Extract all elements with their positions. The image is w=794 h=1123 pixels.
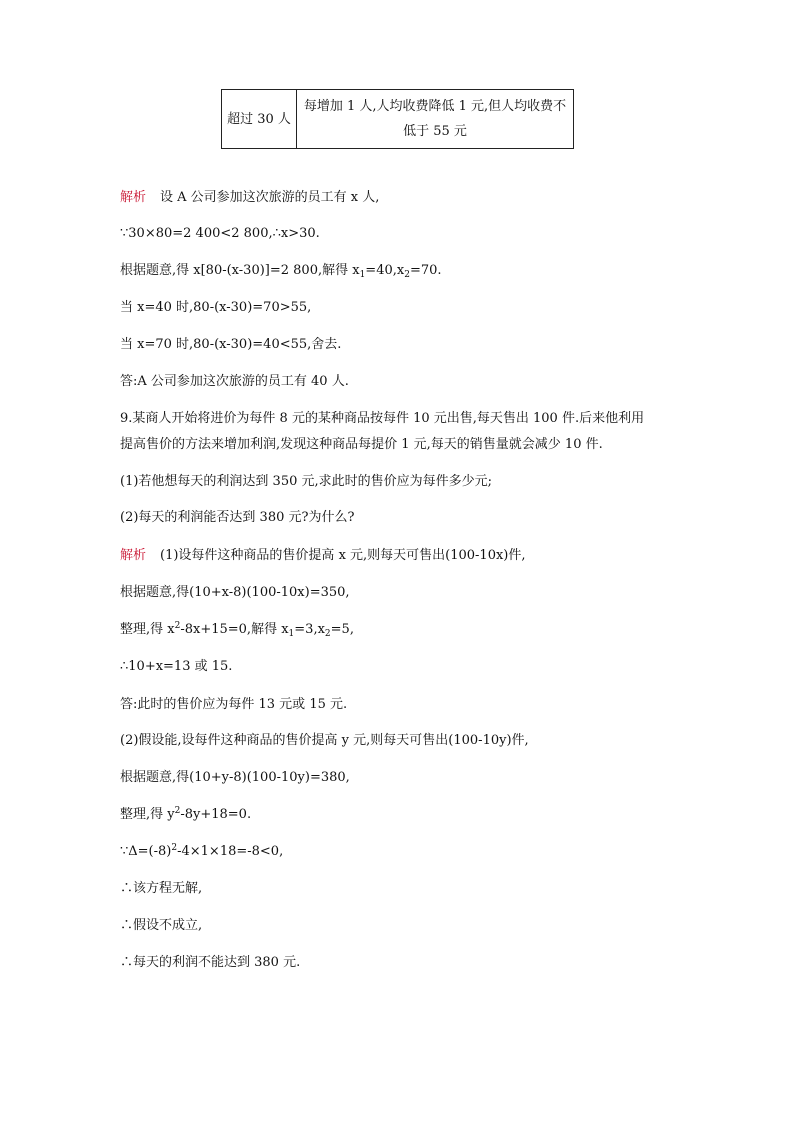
subscript: 1 xyxy=(359,270,366,280)
pricing-rule-line-1: 每增加 1 人,人均收费降低 1 元,但人均收费不 xyxy=(303,99,567,114)
q9-stem-line-1: 9.某商人开始将进价为每件 8 元的某种商品按每件 10 元出售,每天售出 100 件.后来他利用 xyxy=(120,411,645,426)
q9-analysis-line-8 xyxy=(120,806,251,824)
q9-answer-1: 答:此时的售价应为每件 13 元或 15 元. xyxy=(120,697,348,712)
q8-l3-part-a: 根据题意,得 x[80-(x-30)]=2 800,解得 x xyxy=(120,263,360,278)
q9-analysis-line-3 xyxy=(120,621,354,639)
q9-text-1: (1)设每件这种商品的售价提高 x 元,则每天可售出(100-10x)件, xyxy=(160,548,526,563)
superscript: 2 xyxy=(171,843,178,853)
q9-analysis-line-10: ∴该方程无解, xyxy=(120,881,203,896)
q9-s3-part-d: =5, xyxy=(330,622,354,637)
q9-s8-part-a: 整理,得 y xyxy=(120,807,175,822)
pricing-rule-line-2: 低于 55 元 xyxy=(403,124,467,139)
q9-analysis-line-2: 根据题意,得(10+x-8)(100-10x)=350, xyxy=(120,585,350,600)
q9-s3-part-b: -8x+15=0,解得 x xyxy=(180,622,289,637)
table-row xyxy=(222,90,574,149)
q9-analysis-line-1 xyxy=(120,547,526,565)
subscript: 1 xyxy=(288,629,295,639)
analysis-label: 解析 xyxy=(120,548,147,563)
q8-answer: 答:A 公司参加这次旅游的员工有 40 人. xyxy=(120,374,349,389)
q8-analysis-line-1 xyxy=(120,189,379,207)
q8-analysis-line-4: 当 x=40 时,80-(x-30)=70>55, xyxy=(120,300,312,315)
q8-analysis-line-3 xyxy=(120,262,442,280)
pricing-table xyxy=(221,89,574,149)
q9-analysis-line-7: 根据题意,得(10+y-8)(100-10y)=380, xyxy=(120,770,350,785)
q9-part-1: (1)若他想每天的利润达到 350 元,求此时的售价应为每件多少元; xyxy=(120,474,493,489)
q9-s9-part-b: -4×1×18=-8<0, xyxy=(177,844,284,859)
q8-analysis-line-5: 当 x=70 时,80-(x-30)=40<55,舍去. xyxy=(120,337,342,352)
superscript: 2 xyxy=(174,806,181,816)
q9-analysis-line-6: (2)假设能,设每件这种商品的售价提高 y 元,则每天可售出(100-10y)件, xyxy=(120,733,529,748)
q8-l3-part-c: =70. xyxy=(409,263,442,278)
q9-stem-line-2: 提高售价的方法来增加利润,发现这种商品每提价 1 元,每天的销售量就会减少 10 件. xyxy=(120,437,603,452)
q9-analysis-line-9 xyxy=(120,843,283,861)
q9-s9-part-a: ∵Δ=(-8) xyxy=(120,844,172,859)
q9-s8-part-b: -8y+18=0. xyxy=(180,807,252,822)
table-cell-group-size: 超过 30 人 xyxy=(222,90,297,149)
subscript: 2 xyxy=(404,270,410,280)
q9-s3-part-a: 整理,得 x xyxy=(120,622,175,637)
q9-conclusion: ∴每天的利润不能达到 380 元. xyxy=(120,955,301,970)
q8-text-1: 设 A 公司参加这次旅游的员工有 x 人, xyxy=(160,190,380,205)
superscript: 2 xyxy=(174,621,181,631)
q9-part-2: (2)每天的利润能否达到 380 元?为什么? xyxy=(120,510,355,525)
q9-analysis-line-11: ∴假设不成立, xyxy=(120,918,203,933)
analysis-label: 解析 xyxy=(120,190,147,205)
q8-l3-part-b: =40,x xyxy=(365,263,405,278)
q9-s3-part-c: =3,x xyxy=(294,622,325,637)
q9-analysis-line-4: ∴10+x=13 或 15. xyxy=(120,659,233,674)
table-cell-pricing-rule xyxy=(297,90,574,149)
q8-analysis-line-2: ∵30×80=2 400<2 800,∴x>30. xyxy=(120,226,320,241)
subscript: 2 xyxy=(324,629,331,639)
